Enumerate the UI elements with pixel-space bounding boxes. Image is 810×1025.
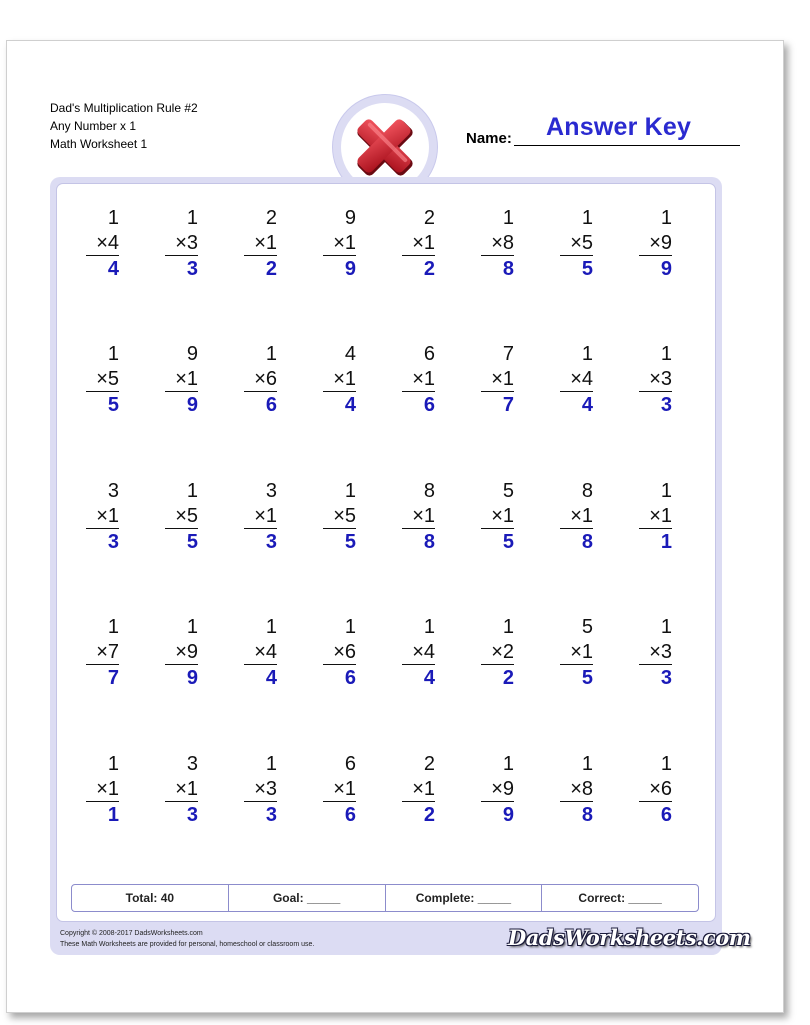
problem [465, 752, 544, 888]
multiplicand: 8 [423, 479, 435, 502]
answer: 6 [344, 803, 356, 826]
complete-field: Complete: _____ [386, 885, 543, 911]
answer: 2 [502, 667, 514, 690]
multiplier: ×9 [165, 640, 198, 665]
multiplicand: 1 [502, 752, 514, 775]
multiplicand: 2 [423, 752, 435, 775]
answer: 9 [186, 394, 198, 417]
multiplier: ×1 [560, 640, 593, 665]
x-mark-icon [347, 109, 423, 185]
problem [386, 752, 465, 888]
worksheet-header [50, 99, 198, 153]
multiplier: ×1 [402, 231, 435, 256]
multiplicand: 1 [186, 479, 198, 502]
problem [228, 752, 307, 888]
problem [465, 615, 544, 751]
problem-grid [70, 206, 702, 842]
multiplier: ×6 [639, 777, 672, 802]
totals-bar [71, 884, 699, 912]
multiplicand: 1 [581, 207, 593, 229]
answer: 4 [107, 258, 119, 280]
problem [149, 342, 228, 478]
copyright-text: Copyright © 2008-2017 DadsWorksheets.com [60, 930, 203, 937]
usage-notice: These Math Worksheets are provided for personal, homeschool or classroom use. [60, 941, 315, 948]
answer: 6 [265, 394, 277, 417]
problem [149, 479, 228, 615]
answer: 7 [502, 394, 514, 417]
multiplier: ×5 [165, 504, 198, 529]
problem [544, 206, 623, 342]
answer: 8 [581, 803, 593, 826]
answer: 9 [344, 258, 356, 280]
answer: 2 [423, 258, 435, 280]
answer: 6 [660, 803, 672, 826]
multiplicand: 3 [265, 479, 277, 502]
multiplier: ×1 [639, 504, 672, 529]
name-label: Name: [466, 130, 512, 147]
answer: 3 [660, 667, 672, 690]
multiplicand: 1 [107, 752, 119, 775]
problem [307, 615, 386, 751]
multiplicand: 2 [423, 207, 435, 229]
answer: 6 [344, 667, 356, 690]
answer-key-text: Answer Key [546, 113, 692, 141]
total-count: Total: 40 [72, 885, 229, 911]
multiplicand: 1 [502, 616, 514, 639]
multiplicand: 1 [186, 616, 198, 639]
multiplier: ×8 [560, 777, 593, 802]
problem [228, 342, 307, 478]
problem [307, 752, 386, 888]
answer: 5 [581, 258, 593, 280]
multiplier: ×5 [323, 504, 356, 529]
problem [544, 752, 623, 888]
answer: 1 [660, 530, 672, 553]
answer: 1 [107, 803, 119, 826]
name-field[interactable] [466, 112, 742, 148]
multiplicand: 1 [660, 207, 672, 229]
answer: 4 [265, 667, 277, 690]
problem [228, 206, 307, 342]
problem [149, 206, 228, 342]
multiplier: ×1 [402, 367, 435, 392]
answer: 3 [265, 803, 277, 826]
multiplicand: 1 [660, 343, 672, 366]
answer: 5 [581, 667, 593, 690]
multiplier: ×3 [639, 367, 672, 392]
problem [307, 342, 386, 478]
multiplicand: 1 [581, 343, 593, 366]
multiplier: ×1 [402, 777, 435, 802]
answer: 2 [265, 258, 277, 280]
answer: 4 [423, 667, 435, 690]
multiplicand: 1 [186, 207, 198, 229]
multiplier: ×4 [402, 640, 435, 665]
problem [149, 752, 228, 888]
multiplier: ×1 [323, 231, 356, 256]
problem [386, 615, 465, 751]
answer: 3 [265, 530, 277, 553]
multiplier: ×1 [86, 777, 119, 802]
multiplier: ×5 [86, 367, 119, 392]
multiplicand: 1 [265, 616, 277, 639]
answer: 8 [502, 258, 514, 280]
multiplier: ×4 [244, 640, 277, 665]
problem [465, 342, 544, 478]
multiplier: ×7 [86, 640, 119, 665]
multiplier: ×4 [86, 231, 119, 256]
multiplier: ×1 [402, 504, 435, 529]
problem [70, 342, 149, 478]
answer: 3 [107, 530, 119, 553]
multiplier: ×5 [560, 231, 593, 256]
multiplicand: 1 [344, 616, 356, 639]
multiplicand: 1 [265, 343, 277, 366]
multiplier: ×2 [481, 640, 514, 665]
answer: 4 [581, 394, 593, 417]
brand-logo: DadsWorksheets.com [508, 925, 751, 950]
multiplier: ×3 [165, 231, 198, 256]
problem [70, 615, 149, 751]
problem [465, 206, 544, 342]
answer: 6 [423, 394, 435, 417]
multiplicand: 8 [581, 479, 593, 502]
multiplier: ×1 [86, 504, 119, 529]
multiplicand: 5 [581, 616, 593, 639]
problem [544, 479, 623, 615]
answer: 2 [423, 803, 435, 826]
worksheet-title: Dad's Multiplication Rule #2 [50, 101, 198, 115]
multiplicand: 1 [502, 207, 514, 229]
problem [70, 479, 149, 615]
answer: 5 [186, 530, 198, 553]
problem [544, 615, 623, 751]
multiplier: ×4 [560, 367, 593, 392]
goal-field: Goal: _____ [229, 885, 386, 911]
answer: 7 [107, 667, 119, 690]
answer: 3 [186, 258, 198, 280]
problem [544, 342, 623, 478]
multiplier: ×9 [639, 231, 672, 256]
multiplicand: 1 [107, 616, 119, 639]
name-underline [514, 145, 740, 146]
problem [623, 752, 702, 888]
problem [465, 479, 544, 615]
multiplier: ×8 [481, 231, 514, 256]
problem [386, 342, 465, 478]
multiplicand: 2 [265, 207, 277, 229]
multiplier: ×6 [244, 367, 277, 392]
worksheet-number: Math Worksheet 1 [50, 137, 148, 151]
answer: 5 [344, 530, 356, 553]
multiplier: ×9 [481, 777, 514, 802]
multiplier: ×1 [560, 504, 593, 529]
multiplier: ×1 [323, 777, 356, 802]
problem [623, 615, 702, 751]
multiplicand: 1 [660, 479, 672, 502]
problem [623, 479, 702, 615]
multiplicand: 7 [502, 343, 514, 366]
answer: 3 [186, 803, 198, 826]
multiplier: ×1 [165, 777, 198, 802]
multiplicand: 9 [344, 207, 356, 229]
problem [386, 479, 465, 615]
multiplicand: 1 [660, 752, 672, 775]
answer: 8 [423, 530, 435, 553]
problem [70, 206, 149, 342]
multiplicand: 1 [660, 616, 672, 639]
answer: 9 [502, 803, 514, 826]
multiplicand: 1 [107, 343, 119, 366]
multiplier: ×6 [323, 640, 356, 665]
worksheet-subtitle: Any Number x 1 [50, 119, 137, 133]
multiplicand: 6 [344, 752, 356, 775]
problem [623, 342, 702, 478]
multiplicand: 1 [581, 752, 593, 775]
copyright-block [60, 928, 314, 950]
answer: 5 [107, 394, 119, 417]
multiplicand: 6 [423, 343, 435, 366]
problem [149, 615, 228, 751]
problem [307, 479, 386, 615]
problem [307, 206, 386, 342]
correct-field: Correct: _____ [578, 891, 662, 905]
multiplicand: 5 [502, 479, 514, 502]
answer: 9 [660, 258, 672, 280]
multiplier: ×1 [481, 367, 514, 392]
multiplier: ×1 [244, 504, 277, 529]
answer: 5 [502, 530, 514, 553]
answer: 8 [581, 530, 593, 553]
problem [228, 479, 307, 615]
multiplicand: 4 [344, 343, 356, 366]
problem [623, 206, 702, 342]
multiplier: ×3 [639, 640, 672, 665]
multiplicand: 3 [186, 752, 198, 775]
multiplicand: 1 [107, 207, 119, 229]
multiplier: ×1 [244, 231, 277, 256]
multiplicand: 1 [344, 479, 356, 502]
multiplicand: 3 [107, 479, 119, 502]
multiplier: ×3 [244, 777, 277, 802]
answer: 9 [186, 667, 198, 690]
multiplier: ×1 [323, 367, 356, 392]
multiplier: ×1 [165, 367, 198, 392]
problem [228, 615, 307, 751]
multiplicand: 1 [423, 616, 435, 639]
multiplicand: 1 [265, 752, 277, 775]
problem [70, 752, 149, 888]
answer: 3 [660, 394, 672, 417]
multiplicand: 9 [186, 343, 198, 366]
multiplier: ×1 [481, 504, 514, 529]
problem [386, 206, 465, 342]
answer: 4 [344, 394, 356, 417]
